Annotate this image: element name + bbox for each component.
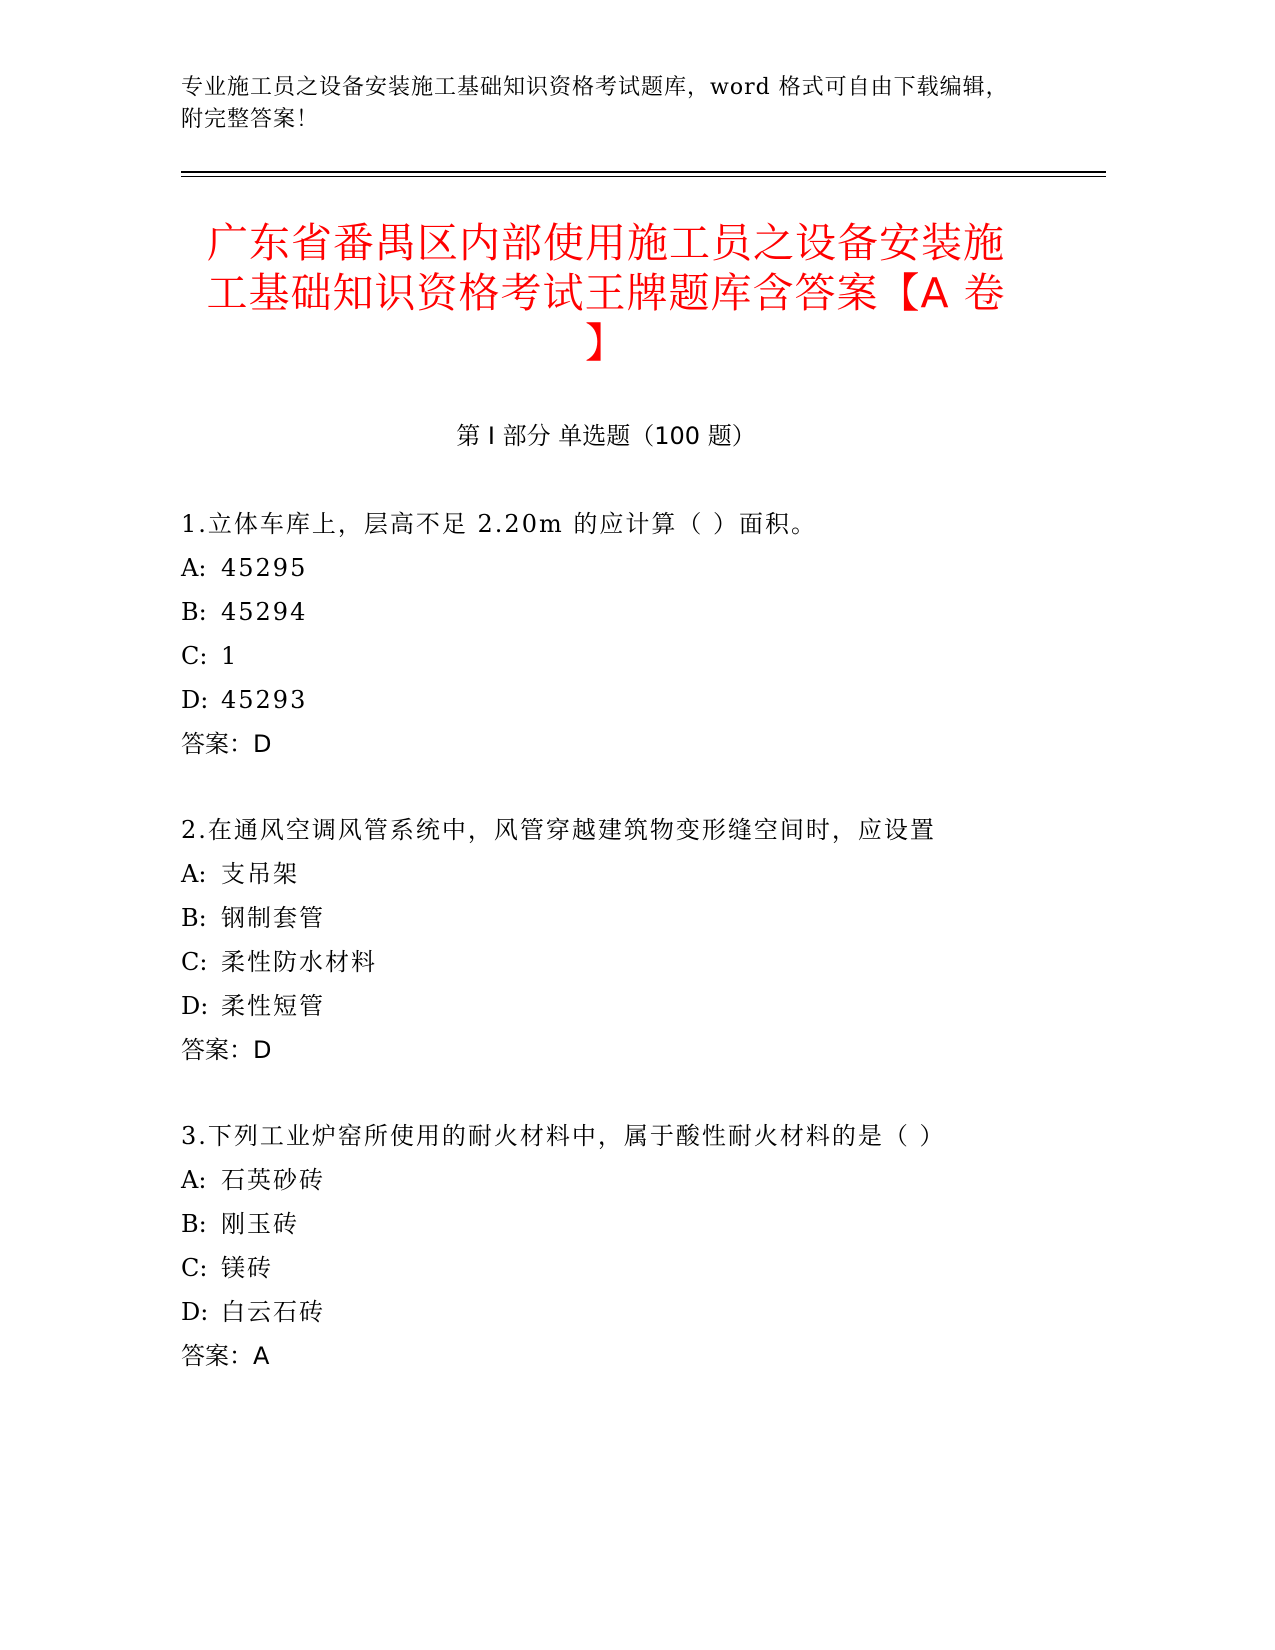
document-title-line-2: 工基础知识资格考试王牌题库含答案【A 卷 [206,269,1006,317]
answer-label: 答案：D [181,1036,272,1064]
option-text: 柔性防水材料 [221,948,377,976]
option-text: 1 [221,642,239,670]
question-3 [181,1114,1081,1378]
option-key: A: [181,1166,207,1194]
option-a [181,546,1081,590]
option-b [181,1202,1081,1246]
document-title-line-1: 广东省番禺区内部使用施工员之设备安装施 [207,219,1005,267]
option-text: 白云石砖 [221,1298,325,1326]
answer-label: 答案：A [181,1342,270,1370]
header-divider-thick [181,171,1106,173]
header-divider-thin [181,176,1106,177]
option-c [181,1246,1081,1290]
header-note-line-2: 附完整答案！ [181,107,320,132]
question-stem: 1.立体车库上，层高不足 2.20m 的应计算（ ）面积。 [181,510,817,538]
option-text: 柔性短管 [221,992,325,1020]
option-key: C: [181,642,208,670]
option-key: D: [181,1298,209,1326]
option-b [181,590,1081,634]
option-b [181,896,1081,940]
answer-label: 答案：D [181,730,272,758]
header-note-line-1: 专业施工员之设备安装施工基础知识资格考试题库，word 格式可自由下载编辑， [181,75,1009,100]
option-text: 支吊架 [221,860,299,888]
option-d [181,984,1081,1028]
section-title: 第 I 部分 单选题（100 题） [456,422,756,450]
option-key: A: [181,554,207,582]
option-a [181,852,1081,896]
option-text: 刚玉砖 [221,1210,299,1238]
question-2 [181,808,1081,1072]
option-text: 45293 [221,686,308,714]
option-key: D: [181,686,209,714]
question-stem: 3.下列工业炉窑所使用的耐火材料中，属于酸性耐火材料的是（ ） [181,1122,946,1150]
option-key: D: [181,992,209,1020]
document-title-line-3: 】 [585,319,627,367]
option-text: 镁砖 [221,1254,273,1282]
option-d [181,678,1081,722]
option-text: 石英砂砖 [221,1166,325,1194]
question-1 [181,502,1081,766]
document-title [181,218,1031,368]
option-key: C: [181,1254,208,1282]
option-c [181,634,1081,678]
option-key: B: [181,1210,207,1238]
question-stem: 2.在通风空调风管系统中，风管穿越建筑物变形缝空间时，应设置 [181,816,936,844]
option-text: 45294 [221,598,308,626]
option-a [181,1158,1081,1202]
option-text: 钢制套管 [221,904,325,932]
option-d [181,1290,1081,1334]
option-key: C: [181,948,208,976]
option-key: B: [181,904,207,932]
option-key: A: [181,860,207,888]
option-key: B: [181,598,207,626]
option-text: 45295 [221,554,308,582]
option-c [181,940,1081,984]
header-note [181,72,1081,136]
